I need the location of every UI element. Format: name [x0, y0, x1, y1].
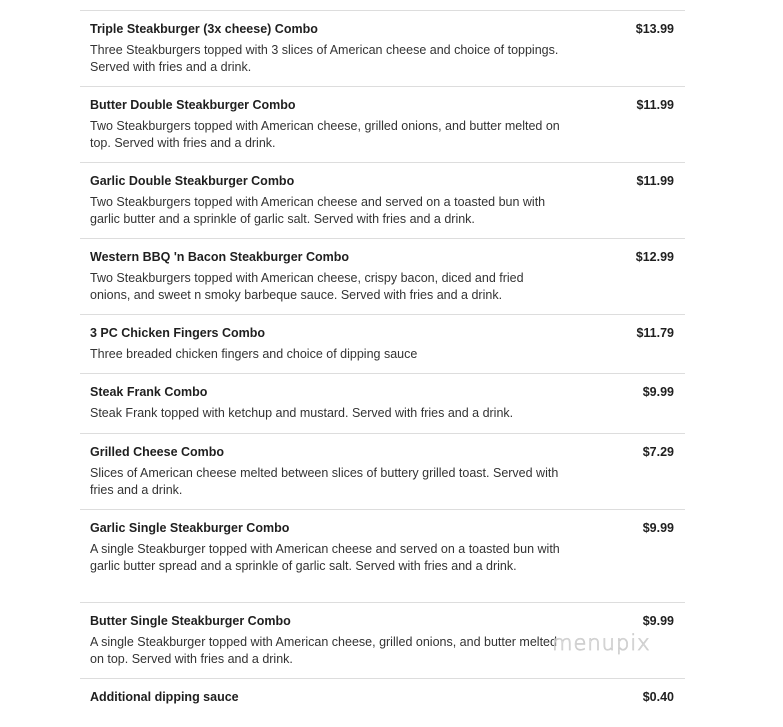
- item-name: Western BBQ 'n Bacon Steakburger Combo: [90, 250, 350, 264]
- item-name: Butter Single Steakburger Combo: [90, 614, 291, 628]
- menu-item-grilled-cheese-combo: [80, 433, 685, 509]
- item-name: Triple Steakburger (3x cheese) Combo: [90, 22, 318, 36]
- item-price: $11.79: [636, 326, 674, 340]
- item-price: $11.99: [636, 98, 674, 112]
- item-description: Three Steakburgers topped with 3 slices of American cheese and choice of toppings. Served with fries and a drink.: [90, 43, 559, 74]
- item-price: $9.99: [642, 614, 674, 628]
- item-price: $0.40: [642, 690, 674, 704]
- item-name: Grilled Cheese Combo: [90, 445, 225, 459]
- item-description: A single Steakburger topped with American cheese, grilled onions, and butter melted on top. Served with fries and a drink.: [90, 635, 557, 666]
- item-price: $13.99: [635, 22, 674, 36]
- menu-item-additional-dipping-sauce: [80, 678, 685, 718]
- item-price: $12.99: [635, 250, 674, 264]
- item-description: Steak Frank topped with ketchup and mustard. Served with fries and a drink.: [90, 406, 514, 420]
- item-name: Butter Double Steakburger Combo: [90, 98, 296, 112]
- item-description: A single Steakburger topped with American cheese and served on a toasted bun with garlic butter spread and a sprinkle of garlic salt. Served with fries and a drink.: [90, 542, 560, 573]
- item-description: Two Steakburgers topped with American cheese and served on a toasted bun with garlic butter and a sprinkle of garlic salt. Served with fries and a drink.: [90, 195, 546, 226]
- menupix-watermark: menupix: [552, 631, 651, 655]
- menu-item-steak-frank-combo: [80, 373, 685, 433]
- menu-item-western-bbq-bacon-steakburger-combo: [80, 238, 685, 314]
- menu-item-garlic-double-steakburger-combo: [80, 162, 685, 238]
- item-description: Two Steakburgers topped with American cheese, grilled onions, and butter melted on top. Served with fries and a drink.: [90, 119, 560, 150]
- item-price: $9.99: [642, 385, 674, 399]
- item-name: Additional dipping sauce: [90, 690, 239, 704]
- item-name: Steak Frank Combo: [90, 385, 208, 399]
- item-price: $9.99: [642, 521, 674, 535]
- item-price: $11.99: [636, 174, 674, 188]
- menu-item-garlic-single-steakburger-combo: [80, 509, 685, 602]
- item-description: Two Steakburgers topped with American cheese, crispy bacon, diced and fried onions, and sweet n smoky barbeque sauce. Served with fries and a drink.: [90, 271, 524, 302]
- item-name: Garlic Double Steakburger Combo: [90, 174, 295, 188]
- item-description: Three breaded chicken fingers and choice of dipping sauce: [90, 347, 418, 361]
- menu-item-butter-double-steakburger-combo: [80, 86, 685, 162]
- menu-item-3pc-chicken-fingers-combo: [80, 314, 685, 373]
- item-price: $7.29: [642, 445, 674, 459]
- item-description: Slices of American cheese melted between slices of buttery grilled toast. Served with fries and a drink.: [90, 466, 559, 497]
- item-name: 3 PC Chicken Fingers Combo: [90, 326, 266, 340]
- menu-item-triple-steakburger-combo: [80, 10, 685, 86]
- menu-list: [80, 10, 685, 718]
- item-name: Garlic Single Steakburger Combo: [90, 521, 290, 535]
